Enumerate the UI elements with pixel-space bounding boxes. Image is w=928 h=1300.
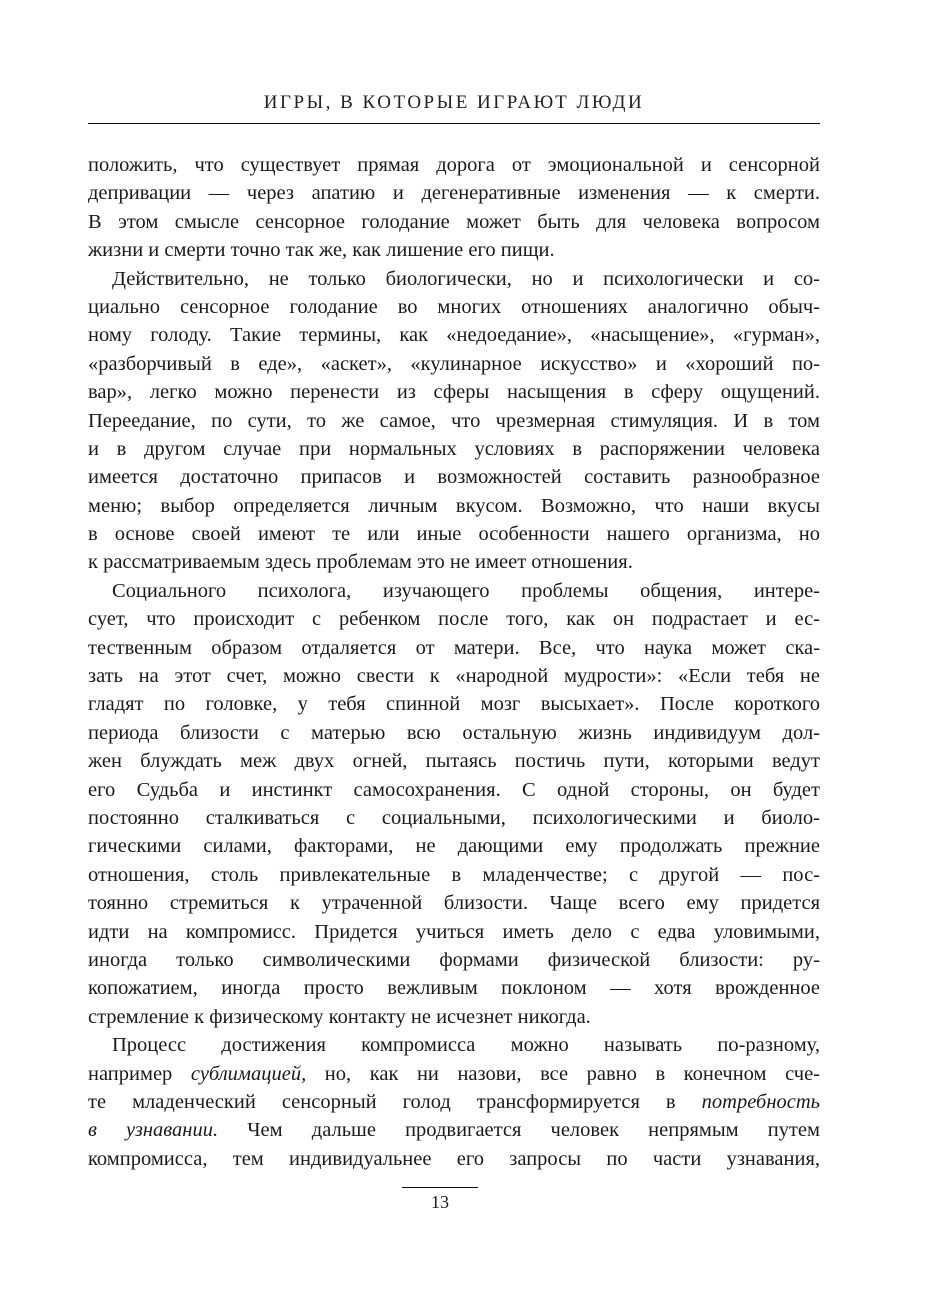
text-line (88, 378, 820, 406)
text-segment: зать на этот счет, можно свести к «народной мудрости»: «Если тебя не (88, 665, 820, 688)
text-line (88, 889, 820, 917)
footer-rule (402, 1187, 478, 1188)
text-line (88, 662, 820, 690)
text-segment: депривации — через апатию и дегенеративные изменения — к смерти. (88, 182, 820, 205)
text-line (88, 1088, 820, 1116)
text-segment: жизни и смерти точно так же, как лишение его пищи. (88, 239, 555, 262)
text-segment: к рассматриваемым здесь проблемам это не имеет отношения. (88, 551, 633, 574)
text-line (88, 918, 820, 946)
text-line (88, 350, 820, 378)
paragraph (88, 577, 820, 1031)
text-segment: имеется достаточно припасов и возможностей составить разнообразное (88, 466, 820, 489)
italic-text: сублимацией, (190, 1062, 307, 1085)
text-segment: постоянно сталкиваться с социальными, психологическими и биоло- (88, 806, 820, 829)
text-segment: положить, что существует прямая дорога от эмоциональной и сенсорной (88, 154, 820, 176)
text-segment: компромисса, тем индивидуальнее его запросы по части узнавания, (88, 1147, 820, 1170)
text-line (88, 492, 820, 520)
paragraph (88, 151, 820, 265)
text-segment: Процесс достижения компромисса можно называть по-разному, (112, 1034, 820, 1057)
text-segment: отношения, столь привлекательные в младенчестве; с другой — пос- (88, 863, 820, 886)
text-line (88, 407, 820, 435)
text-segment: «разборчивый в еде», «аскет», «кулинарное искусство» и «хороший по- (88, 352, 820, 375)
text-segment: циально сенсорное голодание во многих отношениях аналогично обыч- (88, 295, 820, 318)
text-segment: Социального психолога, изучающего проблемы общения, интере- (112, 579, 820, 602)
text-line (88, 1003, 820, 1031)
text-segment: вар», легко можно перенести из сферы насыщения в сферу ощущений. (88, 381, 820, 404)
text-line (88, 861, 820, 889)
text-segment: те младенческий сенсорный голод трансформируется в (88, 1090, 702, 1113)
text-segment: например (88, 1062, 191, 1085)
text-line (88, 747, 820, 775)
text-line (88, 605, 820, 633)
text-line (88, 293, 820, 321)
text-segment: стремление к физическому контакту не исчезнет никогда. (88, 1005, 591, 1028)
text-segment: тоянно стремиться к утраченной близости. Чаще всего ему придется (88, 892, 820, 915)
text-line (88, 1060, 820, 1088)
text-segment: идти на компромисс. Придется учиться иметь дело с едва уловимыми, (88, 920, 820, 943)
text-segment: ному голоду. Такие термины, как «недоедание», «насыщение», «гурман», (88, 324, 820, 347)
italic-text: потребность (701, 1090, 820, 1113)
text-segment: Переедание, по сути, то же самое, что чрезмерная стимуляция. И в том (88, 409, 820, 432)
text-line (88, 1116, 820, 1144)
text-segment: и в другом случае при нормальных условиях в распоряжении человека (88, 437, 820, 460)
text-line (88, 634, 820, 662)
body-text (88, 151, 820, 1173)
text-line (88, 690, 820, 718)
text-segment: гладят по головке, у тебя спинной мозг высыхает». После короткого (88, 693, 820, 716)
text-segment: гическими силами, факторами, не дающими ему продолжать прежние (88, 835, 820, 858)
text-segment: меню; выбор определяется личным вкусом. Возможно, что наши вкусы (88, 494, 820, 517)
text-segment: В этом смысле сенсорное голодание может быть для человека вопросом (88, 210, 820, 233)
text-line (88, 548, 820, 576)
text-line (88, 520, 820, 548)
text-segment: сует, что происходит с ребенком после того, как он подрастает и ес- (88, 608, 820, 631)
text-segment: его Судьба и инстинкт самосохранения. С одной стороны, он будет (88, 778, 820, 801)
text-segment: копожатием, иногда просто вежливым поклоном — хотя врожденное (88, 977, 820, 1000)
header-rule (88, 123, 820, 124)
italic-text: в узнавании. (88, 1119, 219, 1142)
text-line (88, 236, 820, 264)
text-line (88, 577, 820, 605)
text-line (88, 1031, 820, 1059)
text-line (88, 1145, 820, 1173)
text-line (88, 208, 820, 236)
page-number: 13 (431, 1192, 449, 1212)
text-line (88, 463, 820, 491)
text-line (88, 974, 820, 1002)
text-line (88, 321, 820, 349)
text-segment: в основе своей имеют те или иные особенности нашего организма, но (88, 523, 820, 546)
paragraph (88, 1031, 820, 1173)
text-segment: иногда только символическими формами физической близости: ру- (88, 948, 820, 971)
text-line (88, 435, 820, 463)
text-line (88, 776, 820, 804)
text-line (88, 179, 820, 207)
text-segment: жен блуждать меж двух огней, пытаясь постичь пути, которыми ведут (88, 750, 820, 773)
text-line (88, 946, 820, 974)
text-segment: тественным образом отдаляется от матери. Все, что наука может ска- (88, 636, 820, 659)
text-line (88, 265, 820, 293)
paragraph (88, 265, 820, 577)
text-segment: но, как ни назови, все равно в конечном сче- (306, 1062, 820, 1085)
text-line (88, 832, 820, 860)
text-segment: Действительно, не только биологически, но и психологически и со- (112, 267, 820, 290)
text-line (88, 804, 820, 832)
text-segment: Чем дальше продвигается человек непрямым путем (218, 1119, 820, 1142)
text-line (88, 719, 820, 747)
text-line (88, 151, 820, 179)
text-segment: периода близости с матерью всю остальную жизнь индивидуум дол- (88, 721, 820, 744)
running-header: ИГРЫ, В КОТОРЫЕ ИГРАЮТ ЛЮДИ (263, 92, 645, 113)
